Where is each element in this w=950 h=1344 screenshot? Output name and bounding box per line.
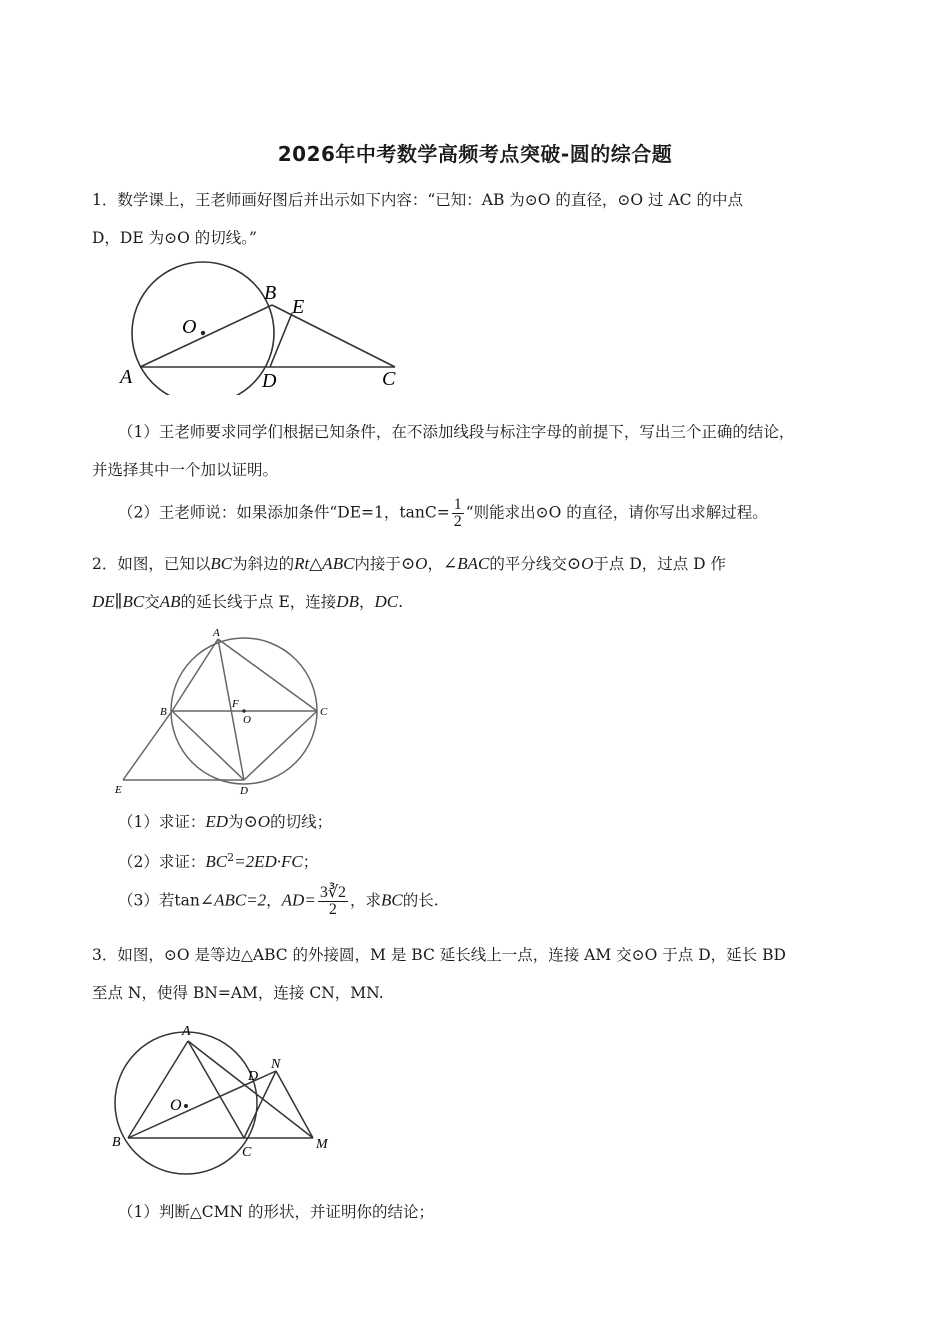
q2-line-be (123, 711, 172, 780)
q1-circle (132, 262, 277, 395)
q1-label-c: C (382, 368, 396, 390)
q3-label-c: C (242, 1145, 252, 1160)
q1-sub1-line2: 并选择其中一个加以证明。 (92, 461, 279, 479)
q3-stem-line1: 3．如图，⊙O 是等边△ABC 的外接圆，M 是 BC 延长线上一点，连接 AM 交⊙O 于点 D，延长 BD (92, 946, 786, 964)
q2-line-ab (172, 639, 218, 711)
q1-line-ab (140, 305, 272, 367)
q2-sub1: （1）求证：ED为⊙O的切线； (118, 812, 333, 831)
q1-center-dot (201, 331, 205, 335)
q1-stem-line1: 1．数学课上，王老师画好图后并出示如下内容：“已知：AB 为⊙O 的直径，⊙O 过 AC 的中点 (92, 191, 743, 209)
q2-label-d: D (240, 785, 248, 797)
q1-sub1-line1: （1）王老师要求同学们根据已知条件，在不添加线段与标注字母的前提下，写出三个正确的结论， (118, 423, 795, 441)
q1-sub2: （2）王老师说：如果添加条件“DE=1，tanC= $\frac{1}{2}$ “则能求出⊙O 的直径，请你写出求解过程。 (118, 496, 768, 530)
q3-stem-line2: 至点 N，使得 BN=AM，连接 CN，MN. (92, 984, 384, 1002)
q3-line-nm (276, 1071, 313, 1138)
q3-figure (108, 1018, 338, 1183)
q2-sub3: （3）若tan∠ABC=2，AD= $\frac{3∛2}{2}$ ，求BC的长. (118, 884, 439, 918)
q2-stem-line2: DE∥BC交AB的延长线于点 E，连接DB，DC. (92, 592, 404, 611)
q2-ad-fraction: $\frac{3∛2}{2}$ (319, 884, 347, 918)
q1-label-a: A (120, 366, 133, 388)
q2-figure (110, 625, 340, 800)
q3-line-ba (128, 1041, 188, 1138)
q2-center-dot (242, 709, 246, 713)
q3-circle (115, 1032, 257, 1174)
q2-label-b: B (160, 706, 167, 718)
q2-label-e: E (115, 784, 122, 796)
q3-label-a: A (182, 1024, 191, 1039)
q3-label-d: D (248, 1069, 259, 1084)
page-title: 2026年中考数学高频考点突破-圆的综合题 (277, 142, 673, 166)
q2-stem-line1: 2．如图，已知以BC为斜边的Rt△ABC内接于⊙O，∠BAC的平分线交⊙O于点 D，过点 D 作 (92, 554, 727, 573)
q1-label-e: E (292, 296, 305, 318)
q1-tan-fraction: $\frac{1}{2}$ (453, 496, 462, 530)
q1-label-o: O (182, 316, 197, 338)
q2-label-a: A (213, 627, 220, 639)
q1-stem-line2: D，DE 为⊙O 的切线。” (92, 229, 257, 247)
q1-line-bc (272, 305, 395, 367)
q3-label-b: B (112, 1135, 121, 1150)
q1-label-d: D (262, 370, 277, 392)
q3-label-n: N (271, 1057, 281, 1072)
q2-label-f: F (232, 698, 239, 710)
q2-sub2: （2）求证：$BC^2=2ED\cdot FC$； (118, 851, 319, 872)
q2-label-c: C (320, 706, 328, 718)
q3-label-o: O (170, 1097, 182, 1114)
q3-label-m: M (316, 1137, 328, 1152)
q2-line-cd (244, 711, 317, 780)
q3-sub1: （1）判断△CMN 的形状，并证明你的结论； (118, 1203, 435, 1221)
q1-figure (110, 255, 420, 395)
q3-center-dot (184, 1104, 188, 1108)
q2-label-o: O (243, 714, 251, 726)
q1-label-b: B (264, 282, 277, 304)
